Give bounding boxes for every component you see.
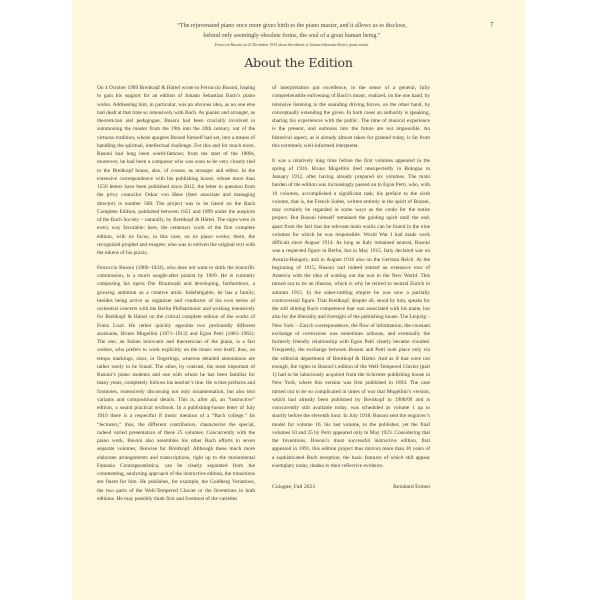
paragraph: of interpretation par excellence, in the sense of a general, fully comprehensible enlivening of Bach’s music, realized, on the one hand, by intensive listening to the sounding driving forces, on the other hand, by conceptually extending the given. In both cases an authority is speaking, sharing his experiences with the public. The time of musical experience is the present, and outlooks into the future are not impossible. An historical aspect, as is already almost taken for granted today, is far from this extremely well-informed interpreter. (272, 85, 430, 149)
epigraph-source: Ferruccio Busoni on 22 December 1915 about the edition of Johann Sebastian Bach’s piano works. (214, 43, 370, 48)
signature (272, 484, 430, 490)
signature-place-date: Cologne, Fall 2023 (272, 484, 316, 490)
paragraph: On 4 October 1909 Breitkopf & Härtel wrote to Ferruccio Busoni, hoping to gain his support for an edition of Johann Sebastian Bach’s piano works. Addressing him, in particular, was an obvious idea, as no one else had dealt at that time so intensively with Bach. As pianist and arranger, as theoretician and pedagogue, Busoni had been crucially involved in summoning the master from the 19th into the 20th century, out of the virtuoso tradition, whose apogees Busoni himself had set, into a means of handling the spiritual, intellectual challenge. For this and for much more, Busoni had long been world-famous; from the start of the 1880s, moreover, he had been a composer who was soon to be very closely tied to the Breitkopf house, also, of course, as arranger and editor. In the extensive correspondence with his publishing house, whose more than 1550 letters have been published since 2012, the letter in question from the privy councilor Oskar von Hase (then associate and managing director) is number 500. The project was to be based on the Bach Complete Edition, published between 1851 and 1899 under the auspices of the Bach Society – naturally, by Breitkopf & Härtel. The signs were in every way favorable: here, the centenary work of the first complete edition, with its focus, in this case, on its piano works; there, the recognized prophet and exegete, who was to enliven the original text with the tokens of his praxis. (97, 85, 255, 256)
page-number: 7 (490, 21, 494, 29)
paragraph: Ferruccio Busoni (1866–1924), who does not want to shirk the honorific commission, is a much sought-after pianist by 1909. He is currently composing his opera Die Brautwahl and developing, furthermore, a growing ambition as a creative artist. Indefatigable, he has a family, besides being active as organizer and conductor of his own series of orchestral concerts with the Berlin Philharmonic and working intensively for Breitkopf & Härtel on the critical complete edition of the works of Franz Liszt. He rather quickly appoints two profoundly different assistants, Bruno Mugellini (1871–1912) and Egon Petri (1881–1962): The one, an Italian innovator and theoretician of the piano, is a fast worker, who prefers to work explicitly on the music text itself, thus, on tempo markings, slurs, or fingerings, whereas detailed annotations are rather rarely to be found. The other, by contrast, the most important of Busoni’s piano students and one with whom he has been familiar for many years, completely follows his teacher’s line. He writes prefaces and footnotes, extensively discussing not only ornamentation, but also text variants and compositional details. This is, after all, an “instructive” edition, a sound practical textbook. In a publishing-house letter of July 1910 there is a respectful if ironic mention of a “Bach college.” Its “lecturers,” thus, the different contributors, characterize the special, indeed varied presentation of these 25 volumes. Concurrently with the piano work, Busoni also assembles his other Bach efforts in seven separate volumes, likewise for Breitkopf. Although these much more elaborate arrangements and transcriptions, right up to the monumental Fantasia Contrappuntistica, can be clearly separated from the commenting, analyzing approach of the instructive edition, the transitions are fluent for him. He publishes, for example, the Goldberg Variations, the two parts of the Well-Tempered Clavier or the Inventions in both editions. He may possibly think first and foremost of the varieties (97, 264, 255, 502)
signature-author: Reinhard Ermen (393, 484, 430, 490)
right-column (272, 84, 430, 490)
epigraph (132, 22, 452, 49)
left-column (97, 84, 255, 510)
epigraph-line-2: behind only seemingly obsolete forms, the soul of a great human being.” (203, 32, 381, 39)
document-page (72, 0, 525, 600)
paragraph: It was a relatively long time before the first volumes appeared in the spring of 1916. Bruno Mugellini died unexpectedly in Bologna in January 1912, after having already prepared six volumes. The main burden of the edition was increasingly passed on to Egon Petri, who, with 10 volumes, accomplished a significant task; his preface to the sixth volume, that is, the French Suites, written entirely in the spirit of Busoni, may certainly be regarded in some ways as the credo for the entire project. But Busoni himself remained the guiding spirit until the end, apart from the fact that the relevant main works can be found in the nine volumes for which he was responsible. World War I had made work difficult since August 1914. As long as Italy remained neutral, Busoni was a respected figure in Berlin, but in May 1915, Italy declared war on Austria-Hungary, and in August 1916 also on the German Reich. At the beginning of 1915, Busoni had indeed started an extensive tour of America with the idea of waiting out the war in the New World. This turned out to be an illusion, which is why he retired to neutral Zurich in autumn 1915. In the saber-rattling empire he was now a partially controversial figure. That Breitkopf, despite all, stood by him, speaks for the still shining Bach competence that was associated with his name, but also for the liberality and foresight of the publishing house. The Leipzig – New York – Zurich correspondence, the flow of information, the constant exchange of corrections was sometimes arduous, and eventually the formerly friendly relationship with Egon Petri clearly became clouded. Frequently, the exchange between Busoni and Petri took place only via the editorial department of Breitkopf & Härtel. And as if that were not enough, the rights to Busoni’s edition of the Well-Tempered Clavier (part 1) had to be laboriously acquired from the Schirmer publishing house in New York, where this version was first published in 1894. The case turned out to be so complicated in times of war that Mugellini’s version, which had already been published by Breitkopf in 1908/09 and is concurrently still available today, was scheduled as volume 1 up to shortly before the eleventh hour. In July 1918, Busoni sent the engraver’s model for volume 16, his last volume, to the publisher, yet the final volumes 10 and 25 by Petri appeared only in May 1923. Considering that the Inventions, Busoni’s most successful instructive edition, first appeared in 1891, this edition project thus mirrors more than 30 years of a sophisticated Bach reception, the basic features of which still appear exemplary today, thanks to their reflective evidence. (272, 157, 430, 469)
page-title: About the Edition (244, 55, 353, 70)
epigraph-line-1: “The rejuvenated piano once more gives birth to the piano master, and it allows us to disclose, (177, 23, 407, 29)
